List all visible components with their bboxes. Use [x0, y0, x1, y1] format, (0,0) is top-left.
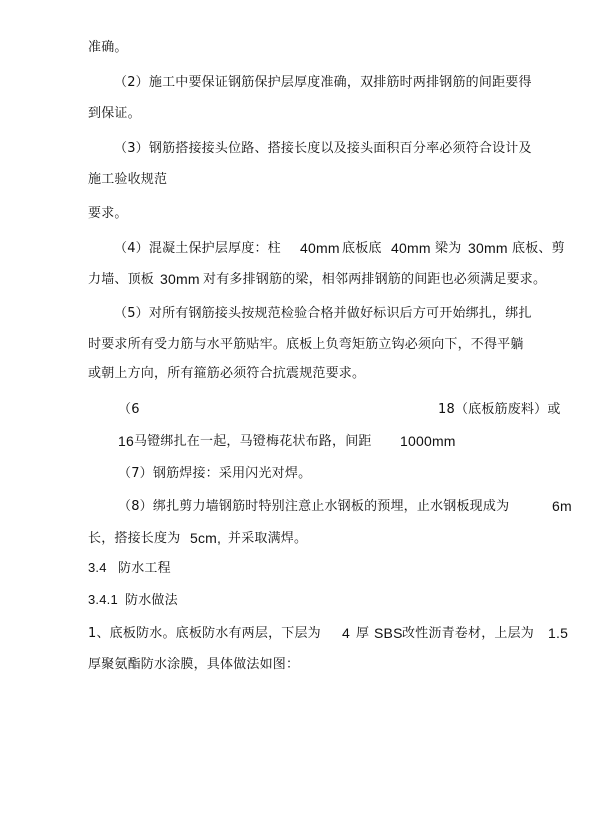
text-number: 5cm, — [190, 530, 222, 546]
text-line: （5）对所有钢筋接头按规范检验合格并做好标识后方可开始绑扎，绑扎 — [114, 306, 532, 321]
subsection-title: 防水做法 — [125, 593, 178, 608]
text-line: 准确。 — [88, 40, 128, 55]
text-segment: （6 — [118, 402, 140, 417]
subsection-number: 3.4.1 — [88, 592, 118, 607]
text-line: 厚聚氨酯防水涂膜，具体做法如图： — [88, 657, 300, 672]
text-segment: 马镫绑扎在一起，马镫梅花状布路，间距 — [134, 434, 372, 449]
text-number: 6m — [552, 498, 572, 514]
text-number: 1.5 — [548, 625, 569, 641]
text-number: 16 — [118, 433, 134, 449]
section-number: 3.4 — [88, 560, 107, 575]
text-segment: （4）混凝土保护层厚度：柱 — [114, 241, 281, 256]
text-segment: 梁为 — [435, 241, 462, 256]
text-line: （3）钢筋搭接接头位路、搭接长度以及接头面积百分率必须符合设计及 — [114, 141, 532, 156]
text-number: 40mm — [391, 240, 431, 256]
text-number: 30mm — [160, 271, 200, 287]
text-segment: 改性沥青卷材，上层为 — [402, 626, 535, 641]
text-segment: 底板底 — [342, 241, 382, 256]
text-segment: 对有多排钢筋的梁，相邻两排钢筋的间距也必须满足要求。 — [203, 272, 547, 287]
section-title: 防水工程 — [118, 561, 171, 576]
text-line: 要求。 — [88, 206, 128, 221]
text-segment: 18（底板筋废料）或 — [438, 402, 561, 417]
text-segment: 长，搭接长度为 — [88, 531, 181, 546]
text-segment: （8）绑扎剪力墙钢筋时特别注意止水钢板的预埋，止水钢板现成为 — [118, 499, 510, 514]
text-number: 40mm — [300, 240, 340, 256]
text-line: （2）施工中要保证钢筋保护层厚度准确，双排筋时两排钢筋的间距要得 — [114, 75, 532, 90]
text-line: 或朝上方向，所有箍筋必须符合抗震规范要求。 — [88, 366, 366, 381]
text-segment: 1、底板防水。底板防水有两层，下层为 — [88, 626, 321, 641]
text-segment: 并采取满焊。 — [228, 531, 308, 546]
text-line: 时要求所有受力筋与水平筋贴牢。底板上负弯矩筋立钩必须向下，不得平躺 — [88, 337, 524, 352]
text-line: 施工验收规范 — [88, 172, 168, 187]
text-number: SBS — [374, 625, 403, 641]
text-segment: 力墙、顶板 — [88, 272, 155, 287]
text-number: 4 — [342, 625, 350, 641]
text-line: （7）钢筋焊接：采用闪光对焊。 — [118, 466, 312, 481]
text-segment: 底板、剪 — [512, 241, 565, 256]
text-segment: 厚 — [356, 626, 370, 641]
text-number: 30mm — [468, 240, 508, 256]
text-line: 到保证。 — [88, 106, 141, 121]
text-number: 1000mm — [400, 433, 456, 449]
